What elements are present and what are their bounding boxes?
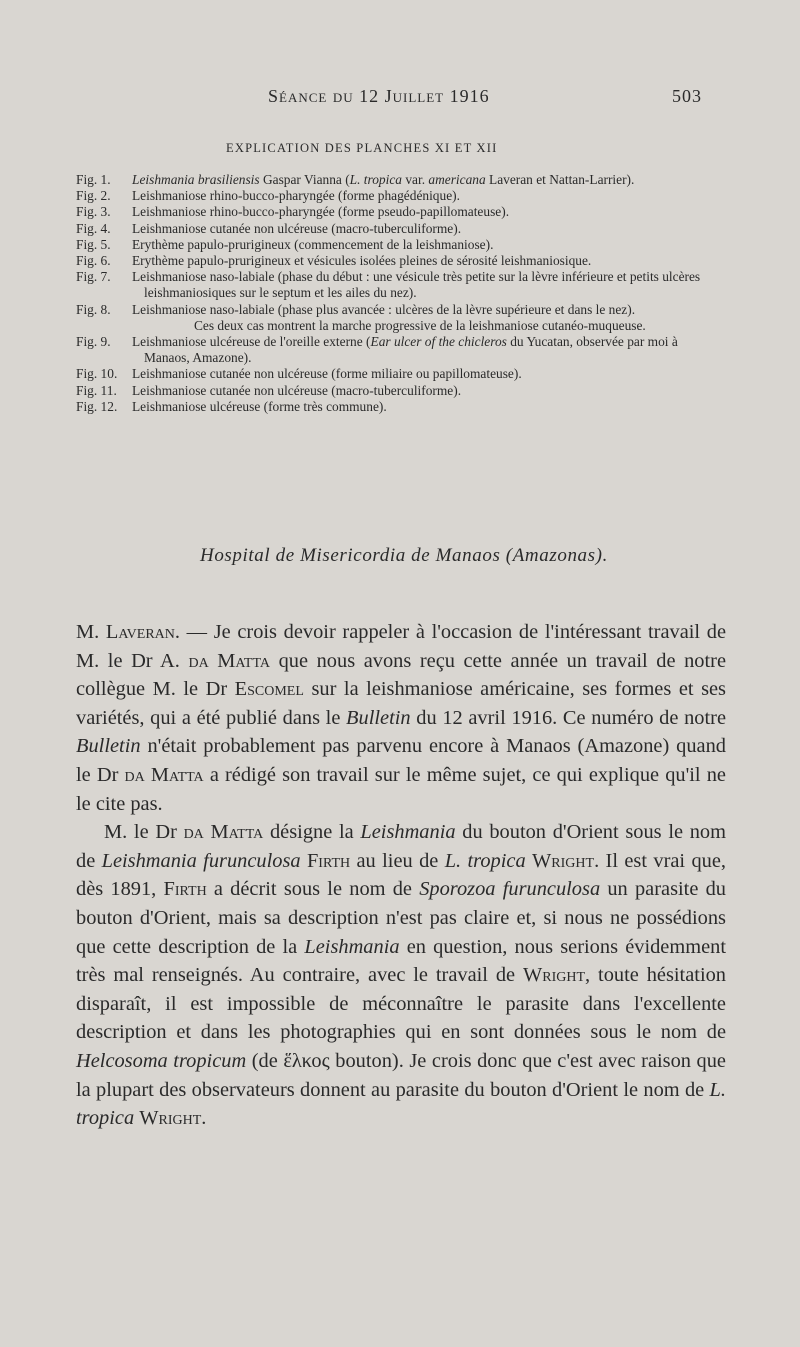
text-fragment: L. tropica	[76, 1078, 726, 1130]
text-fragment: Leishmania	[304, 935, 400, 958]
figure-description	[132, 302, 726, 318]
text-fragment: désigne la	[263, 821, 361, 844]
text-fragment: M. Laveran.	[76, 621, 180, 643]
figure-caption	[76, 334, 726, 366]
figure-label: Fig. 6.	[76, 253, 111, 269]
figure-label: Fig. 9.	[76, 334, 111, 350]
text-fragment: du bouton d'Orient sous le nom de	[76, 821, 726, 872]
text-fragment: . Il est vrai que, dès 1891,	[76, 849, 727, 901]
caption-fragment: Gaspar Vianna (	[259, 172, 350, 187]
caption-fragment: Leishmaniose cutanée non ulcéreuse (macro-tuberculiforme).	[132, 382, 462, 398]
section-title: EXPLICATION DES PLANCHES XI ET XII	[226, 141, 498, 155]
figure-label: Fig. 2.	[76, 188, 111, 204]
caption-fragment: Leishmaniose rhino-bucco-pharyngée (forme pseudo-papillomateuse).	[132, 204, 510, 220]
figure-label: Fig. 7.	[76, 269, 111, 285]
text-fragment: Helcosoma tropicum	[76, 1049, 247, 1072]
caption-fragment: Leishmaniose ulcéreuse de l'oreille externe (	[132, 334, 371, 350]
text-fragment: Bulletin	[76, 735, 141, 758]
figure-caption	[76, 188, 726, 204]
figure-label: Fig. 4.	[76, 220, 111, 236]
figure-description	[132, 221, 726, 237]
figure-caption	[76, 204, 726, 220]
figure-label: Fig. 11.	[76, 382, 117, 398]
figure-caption	[76, 399, 726, 415]
figure-caption	[76, 302, 726, 318]
text-fragment: sur la leishmaniose américaine, ses formes et ses variétés, qui a été publié dans le	[76, 678, 726, 729]
text-fragment: Wright	[532, 849, 595, 872]
text-fragment: Escomel	[234, 678, 304, 701]
figure-description	[132, 253, 726, 269]
caption-fragment: L. tropica	[349, 172, 402, 187]
figure-label: Fig. 5.	[76, 236, 111, 252]
body-paragraph	[76, 618, 726, 818]
text-fragment: Leishmania	[360, 821, 456, 844]
session-title: Séance du 12 Juillet 1916	[268, 86, 490, 106]
text-fragment: , toute hésitation disparaît, il est impossible de méconnaître le parasite dans l'excellente description et dans les photographies qui en sont données sous le nom de	[76, 964, 726, 1044]
figure-description	[132, 399, 726, 415]
figure-list	[76, 172, 726, 415]
text-fragment: a rédigé son travail sur le même sujet, ce qui explique qu'il ne le cite pas.	[76, 763, 726, 815]
figure-caption	[76, 237, 726, 253]
caption-fragment: Leishmaniose cutanée non ulcéreuse (forme miliaire ou papillomateuse).	[132, 366, 522, 382]
figure-description	[132, 366, 726, 382]
figure-label: Fig. 10.	[76, 366, 118, 382]
caption-fragment: Leishmania brasiliensis	[132, 172, 260, 187]
text-fragment: — Je crois devoir rappeler à l'occasion de l'intéressant travail de M. le Dr A.	[76, 621, 727, 672]
caption-fragment: Ear ulcer of the chicleros	[370, 334, 507, 350]
figure-caption	[76, 269, 726, 301]
caption-fragment: Leishmaniose naso-labiale (phase du début : une vésicule très petite sur la lèvre inférieure et petits ulcères leishmaniosiques sur le septum et les ailes du nez).	[132, 269, 701, 301]
caption-fragment: Erythème papulo-prurigineux (commencement de la leishmaniose).	[132, 236, 494, 252]
running-header	[0, 86, 800, 116]
figure-description	[132, 237, 726, 253]
figure-description	[132, 172, 726, 188]
text-fragment: da Matta	[124, 763, 204, 786]
body-text	[76, 618, 726, 1133]
text-fragment: Sporozoa furunculosa	[419, 878, 601, 901]
text-fragment: M. le Dr	[104, 821, 184, 844]
figure-label: Fig. 12.	[76, 398, 118, 414]
caption-fragment: Erythème papulo-prurigineux et vésicules isolées pleines de sérosité leishmaniosique.	[132, 253, 592, 269]
text-fragment: au lieu de	[350, 849, 445, 872]
caption-fragment: var.	[401, 172, 429, 187]
caption-fragment: americana	[428, 172, 486, 187]
caption-fragment: Laveran et Nattan-Larrier).	[485, 172, 635, 187]
text-fragment: da Matta	[188, 649, 271, 672]
text-fragment: L. tropica	[444, 849, 526, 872]
figure-description	[132, 334, 726, 366]
body-paragraph	[76, 818, 726, 1133]
text-fragment: da Matta	[183, 821, 264, 844]
figure-label: Fig. 8.	[76, 301, 111, 317]
figure-description	[132, 188, 726, 204]
text-fragment: du 12 avril 1916. Ce numéro de notre	[410, 706, 726, 729]
text-fragment: Firth	[163, 878, 207, 901]
text-fragment: .	[201, 1107, 207, 1130]
figure-label: Fig. 1.	[76, 172, 111, 187]
figure-caption	[76, 366, 726, 382]
text-fragment: que nous avons reçu cette année un travail de notre collègue M. le Dr	[76, 649, 726, 701]
figure-description	[132, 204, 726, 220]
caption-fragment: Leishmaniose rhino-bucco-pharyngée (forme phagédénique).	[132, 188, 460, 204]
caption-fragment: Leishmaniose ulcéreuse (forme très commune).	[132, 398, 387, 414]
text-fragment: Wright	[139, 1107, 202, 1130]
figure-description	[132, 383, 726, 399]
caption-fragment: du Yucatan, observée par moi à Manaos, Amazone).	[144, 334, 678, 366]
caption-fragment: Leishmaniose cutanée non ulcéreuse (macro-tuberculiforme).	[132, 220, 462, 236]
text-fragment: en question, nous serions évidemment très mal renseignés. Au contraire, avec le travail de	[76, 935, 726, 987]
figure-note: Ces deux cas montrent la marche progressive de la leishmaniose cutanéo-muqueuse.	[194, 317, 646, 333]
caption-fragment: Leishmaniose naso-labiale (phase plus avancée : ulcères de la lèvre supérieure et dans le nez).	[132, 301, 636, 317]
figure-caption	[76, 172, 726, 188]
text-fragment: Wright	[523, 964, 586, 987]
figure-caption	[76, 253, 726, 269]
text-fragment: Bulletin	[346, 706, 411, 729]
figure-description	[132, 269, 726, 301]
page-number: 503	[672, 86, 702, 106]
figure-caption	[76, 221, 726, 237]
figure-caption	[76, 383, 726, 399]
figure-label: Fig. 3.	[76, 204, 111, 220]
text-fragment: Firth	[306, 849, 351, 872]
text-fragment: Leishmania furunculosa	[101, 849, 301, 872]
text-fragment: a décrit sous le nom de	[206, 878, 420, 901]
text-fragment: n'était probablement pas parvenu encore à Manaos (Amazone) quand le Dr	[76, 735, 726, 786]
hospital-signature: Hospital de Misericordia de Manaos (Amazonas).	[200, 545, 608, 566]
text-fragment: un parasite du bouton d'Orient, mais sa description n'est pas claire et, si nous ne possédions que cette description de la	[76, 878, 726, 958]
text-fragment: (de ἕλκος bouton). Je crois donc que c'est avec raison que la plupart des observateurs donnent au parasite du bouton d'Orient le nom de	[76, 1049, 726, 1101]
